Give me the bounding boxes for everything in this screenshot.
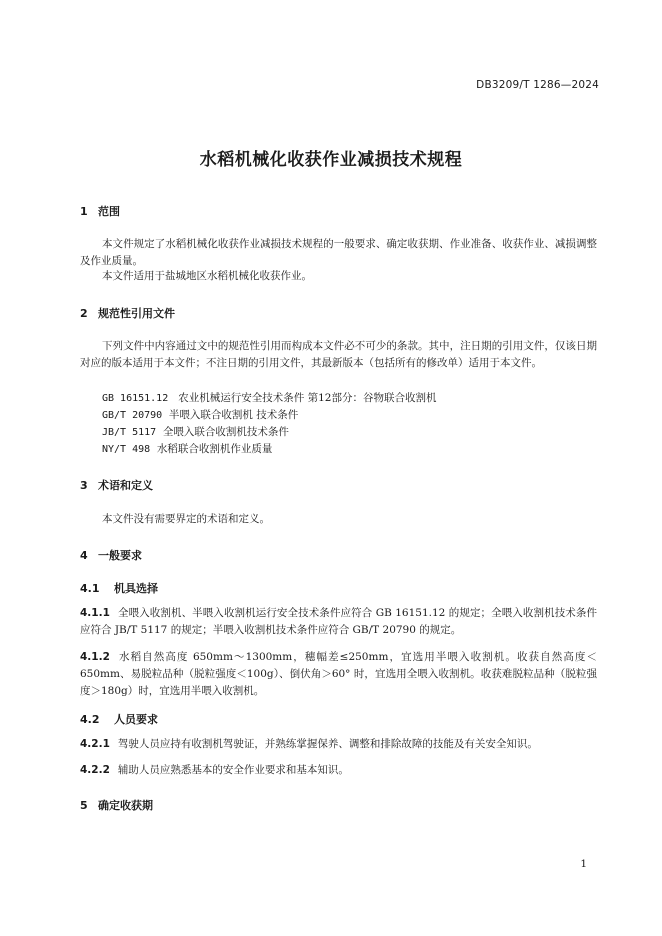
document-id: DB3209/T 1286—2024 (476, 79, 599, 91)
section-number: 4 (80, 549, 88, 562)
reference-name: 半喂入联合收割机 技术条件 (168, 409, 299, 421)
section-4-heading (80, 547, 142, 563)
section-title: 确定收获期 (98, 799, 153, 812)
clause-number: 4.2.1 (80, 738, 110, 750)
reference-name: 水稻联合收割机作业质量 (156, 443, 273, 455)
section-2-heading (80, 305, 175, 321)
clause-number: 4.1.2 (80, 651, 110, 663)
section-number: 3 (80, 479, 88, 492)
section-title: 范围 (98, 205, 120, 218)
reference-code: GB 16151.12 (102, 393, 169, 404)
clause-4-2-2 (80, 762, 597, 779)
section-title: 规范性引用文件 (98, 307, 175, 320)
clause-text: 全喂入收割机、半喂入收割机运行安全技术条件应符合 GB 16151.12 的规定；全喂入收割机技术条件应符合 JB/T 5117 的规定；半喂入收割机技术条件应符合 GB/T 20790 的规定。 (80, 607, 597, 636)
reference-code: GB/T 20790 (102, 410, 163, 421)
reference-item (102, 441, 272, 456)
clause-text: 驾驶人员应持有收割机驾驶证，并熟练掌握保养、调整和排除故障的技能及有关安全知识。 (117, 738, 538, 750)
reference-item (102, 390, 436, 405)
reference-item (102, 407, 298, 422)
section-title: 一般要求 (98, 549, 142, 562)
subsection-number: 4.2 (80, 713, 100, 726)
section-number: 5 (80, 799, 88, 812)
scope-paragraph-2: 本文件适用于盐城地区水稻机械化收获作业。 (102, 270, 312, 282)
clause-text: 水稻自然高度 650mm～1300mm，穗幅差≤250mm，宜选用半喂入收割机。收获自然高度＜650mm、易脱粒品种（脱粒强度＜100g）、倒伏角＞60° 时，宜选用全喂入收割机。收获难脱粒品种（脱粒强度＞180g）时，宜选用半喂入收割机。 (80, 651, 597, 697)
section-title: 术语和定义 (98, 479, 153, 492)
scope-paragraph-1: 本文件规定了水稻机械化收获作业减损技术规程的一般要求、确定收获期、作业准备、收获作业、减损调整及作业质量。 (80, 238, 597, 267)
subsection-number: 4.1 (80, 582, 100, 595)
section-3-heading (80, 477, 153, 493)
subsection-title: 人员要求 (114, 713, 158, 726)
clause-number: 4.2.2 (80, 764, 110, 776)
clause-text: 辅助人员应熟悉基本的安全作业要求和基本知识。 (117, 764, 349, 776)
clause-4-2-1 (80, 736, 597, 753)
subsection-4-1-heading (80, 580, 158, 596)
subsection-4-2-heading (80, 711, 158, 727)
references-intro-paragraph: 下列文件中内容通过文中的规范性引用而构成本文件必不可少的条款。其中，注日期的引用文件，仅该日期对应的版本适用于本文件；不注日期的引用文件，其最新版本（包括所有的修改单）适用于本文件。 (80, 340, 597, 369)
section-1-heading (80, 203, 120, 219)
clause-4-1-1 (80, 605, 597, 639)
section-number: 1 (80, 205, 88, 218)
subsection-title: 机具选择 (114, 582, 158, 595)
terms-paragraph: 本文件没有需要界定的术语和定义。 (102, 513, 270, 525)
document-title: 水稻机械化收获作业减损技术规程 (199, 150, 463, 170)
reference-code: JB/T 5117 (102, 427, 157, 438)
page-number: 1 (580, 858, 587, 870)
clause-number: 4.1.1 (80, 607, 110, 619)
reference-name: 农业机械运行安全技术条件 第12部分：谷物联合收割机 (178, 392, 437, 404)
reference-code: NY/T 498 (102, 444, 151, 455)
reference-item (102, 424, 289, 439)
section-5-heading (80, 797, 153, 813)
reference-name: 全喂入联合收割机技术条件 (162, 426, 289, 438)
clause-4-1-2 (80, 649, 597, 700)
section-number: 2 (80, 307, 88, 320)
